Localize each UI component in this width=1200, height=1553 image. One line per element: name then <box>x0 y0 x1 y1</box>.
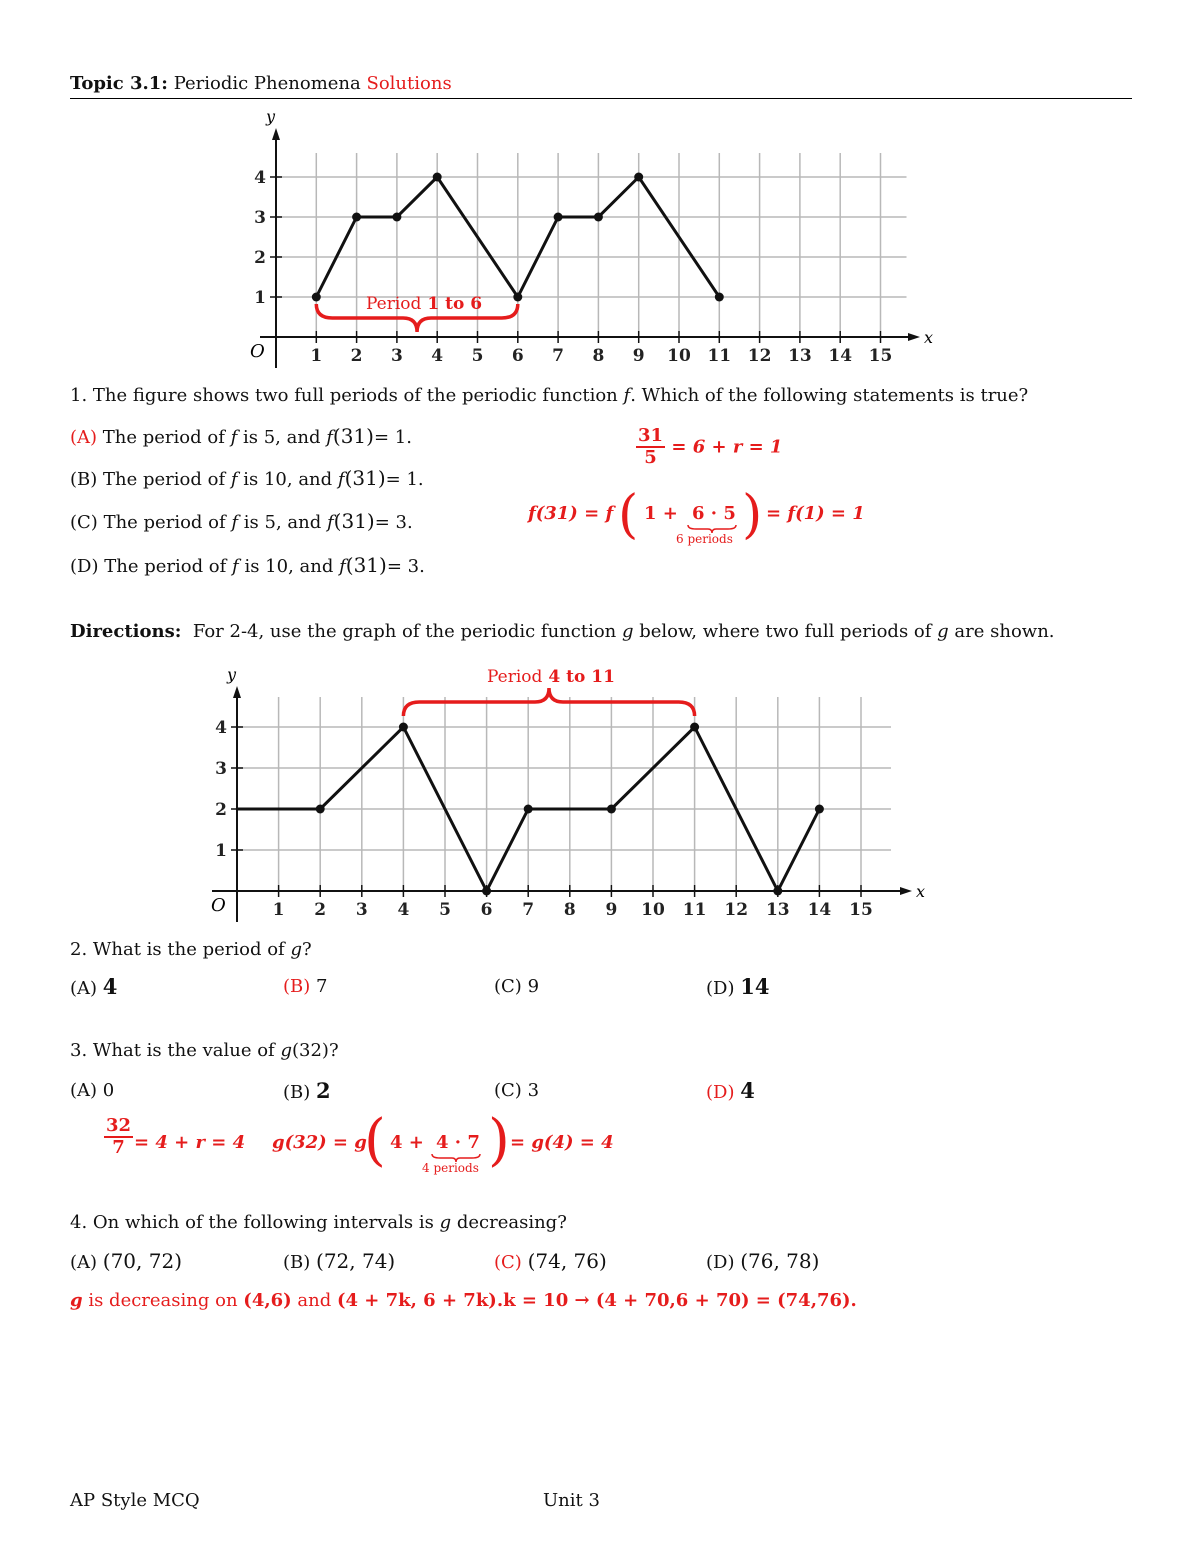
data-point <box>715 293 724 302</box>
y-tick-label: 2 <box>215 800 227 820</box>
topic-name: Periodic Phenomena <box>173 73 361 94</box>
option-letter: (B) <box>70 469 98 490</box>
solutions-label: Solutions <box>366 73 452 94</box>
graph-f-brace-label: Period 1 to 6 <box>366 294 483 314</box>
graph-f-x-axis-label: x <box>924 328 934 347</box>
option-value: 2 <box>316 1078 331 1103</box>
option-letter: (A) <box>70 427 98 448</box>
q4-stem: 4. On which of the following intervals is g decreasing? <box>70 1212 567 1233</box>
y-tick-label: 2 <box>254 248 266 268</box>
option-letter: (D) <box>706 1252 735 1273</box>
data-point <box>594 213 603 222</box>
x-tick-label: 1 <box>310 346 323 366</box>
option-letter: (C) <box>70 512 98 533</box>
x-tick-label: 11 <box>707 346 732 366</box>
x-tick-label: 5 <box>471 346 484 366</box>
option-value: 4 <box>740 1078 755 1103</box>
data-point <box>316 805 325 814</box>
y-axis-arrow <box>272 128 280 140</box>
option-value: (74, 76) <box>527 1249 607 1273</box>
x-tick-label: 10 <box>667 346 691 366</box>
data-point <box>524 805 533 814</box>
x-tick-label: 4 <box>431 346 444 366</box>
option-value: (70, 72) <box>102 1249 182 1273</box>
x-tick-label: 4 <box>397 900 410 920</box>
y-axis-arrow <box>233 686 241 698</box>
q2-option-a <box>70 976 117 1000</box>
q4-option-c <box>494 1250 607 1274</box>
x-tick-label: 14 <box>828 346 853 366</box>
q4-solution: g is decreasing on (4,6) and (4 + 7k, 6 + 7k).k = 10 → (4 + 70,6 + 70) = (74,76). <box>70 1290 857 1311</box>
q3-work: $\frac{32}{7}$ = 4 + r = 4 g(32) = g ( 4 + 4 · 7 4 periods ) = g(4) = 4 <box>106 1108 614 1175</box>
q1-work-fraction: $\frac{31}{5}$ = 6 + r = 1 <box>638 425 783 468</box>
topic-label: Topic 3.1: <box>70 73 168 94</box>
graph-g <box>200 660 930 930</box>
function-f: f <box>623 385 631 406</box>
graph-g-y-axis-label: y <box>227 665 237 684</box>
q2-option-b <box>283 976 327 998</box>
x-tick-label: 2 <box>314 900 327 920</box>
x-tick-label: 8 <box>592 346 605 366</box>
x-tick-label: 14 <box>807 900 832 920</box>
q4-option-a <box>70 1250 182 1274</box>
option-letter: (C) <box>494 1080 522 1101</box>
q4-option-d <box>706 1250 819 1274</box>
q1-option-b: (B) The period of f is 10, and f(31)= 1. <box>70 466 424 490</box>
graph-f-axes <box>260 128 920 368</box>
data-point <box>433 173 442 182</box>
option-value: 3 <box>527 1080 540 1101</box>
option-value: (76, 78) <box>740 1249 820 1273</box>
page-header <box>70 73 452 95</box>
q2-option-c <box>494 976 539 998</box>
option-letter: (A) <box>70 978 98 999</box>
option-letter: (A) <box>70 1080 98 1101</box>
data-point <box>554 213 563 222</box>
data-point <box>815 805 824 814</box>
q2-option-d <box>706 976 769 1000</box>
y-tick-label: 1 <box>215 841 227 861</box>
data-point <box>607 805 616 814</box>
option-value: 4 <box>102 974 118 999</box>
option-letter: (B) <box>283 976 311 997</box>
q3-option-c <box>494 1080 539 1102</box>
q1-option-c: (C) The period of f is 5, and f(31)= 3. <box>70 509 413 533</box>
option-value: 7 <box>316 976 328 997</box>
q3-option-d <box>706 1080 755 1104</box>
data-point <box>312 293 321 302</box>
q1-option-d: (D) The period of f is 10, and f(31)= 3. <box>70 553 425 577</box>
x-tick-label: 6 <box>511 346 524 366</box>
graph-f-origin-label: O <box>250 341 265 362</box>
y-tick-label: 1 <box>254 288 266 308</box>
footer-center: Unit 3 <box>543 1490 600 1511</box>
x-tick-label: 1 <box>272 900 285 920</box>
x-tick-label: 5 <box>439 900 451 920</box>
x-tick-label: 3 <box>390 346 403 366</box>
q4-option-b <box>283 1250 395 1274</box>
x-tick-label: 7 <box>552 346 565 366</box>
data-point <box>773 887 782 896</box>
x-tick-label: 2 <box>350 346 363 366</box>
graph-g-brace-label: Period 4 to 11 <box>487 667 615 687</box>
option-letter: (C) <box>494 1252 522 1273</box>
x-axis-arrow <box>908 333 920 341</box>
x-tick-label: 6 <box>480 900 493 920</box>
q3-option-a <box>70 1080 114 1102</box>
graph-g-axes <box>212 686 912 922</box>
q3-option-b <box>283 1080 331 1104</box>
x-tick-label: 11 <box>682 900 707 920</box>
y-tick-label: 4 <box>215 718 227 738</box>
x-tick-label: 12 <box>724 900 749 920</box>
x-tick-label: 15 <box>849 900 873 920</box>
option-letter: (D) <box>706 978 735 999</box>
data-point <box>482 887 491 896</box>
header-rule <box>70 98 1132 99</box>
option-letter: (D) <box>70 556 99 577</box>
option-value: 0 <box>102 1080 115 1101</box>
x-tick-label: 9 <box>632 346 645 366</box>
option-value: 9 <box>527 976 540 997</box>
data-point <box>690 723 699 732</box>
x-tick-label: 7 <box>522 900 535 920</box>
graph-g-grid <box>237 697 891 885</box>
x-axis-arrow <box>900 887 912 895</box>
x-tick-label: 8 <box>563 900 576 920</box>
y-tick-label: 4 <box>254 168 266 188</box>
y-tick-label: 3 <box>254 208 266 228</box>
graph-f <box>230 110 950 370</box>
data-point <box>352 213 361 222</box>
q2-stem: 2. What is the period of g? <box>70 939 312 960</box>
x-tick-label: 10 <box>641 900 665 920</box>
directions-label: Directions: <box>70 621 182 642</box>
x-tick-label: 13 <box>788 346 812 366</box>
x-tick-label: 15 <box>868 346 893 366</box>
data-point <box>634 173 643 182</box>
q1-stem: 1. The figure shows two full periods of the periodic function f. Which of the following statements is true? <box>70 385 1029 406</box>
option-letter: (A) <box>70 1252 98 1273</box>
q1-option-a: (A) The period of f is 5, and f(31)= 1. <box>70 424 412 448</box>
period-brace <box>403 688 694 716</box>
x-tick-label: 3 <box>355 900 368 920</box>
x-tick-label: 9 <box>605 900 618 920</box>
graph-g-origin-label: O <box>211 895 226 916</box>
graph-g-x-axis-label: x <box>916 882 926 901</box>
data-point <box>392 213 401 222</box>
graph-f-y-axis-label: y <box>266 110 276 126</box>
option-letter: (B) <box>283 1252 311 1273</box>
y-tick-label: 3 <box>215 759 227 779</box>
option-letter: (C) <box>494 976 522 997</box>
data-point <box>513 293 522 302</box>
option-value: (72, 74) <box>316 1249 396 1273</box>
data-point <box>399 723 408 732</box>
option-letter: (D) <box>706 1082 735 1103</box>
option-letter: (B) <box>283 1082 311 1103</box>
option-value: 14 <box>740 974 770 999</box>
directions: Directions: For 2-4, use the graph of the periodic function g below, where two full periods of g are shown. <box>70 621 1055 642</box>
x-tick-label: 13 <box>765 900 790 920</box>
graph-g-period-brace <box>403 688 694 716</box>
x-tick-label: 12 <box>747 346 772 366</box>
footer-left: AP Style MCQ <box>70 1490 200 1511</box>
q3-stem: 3. What is the value of g(32)? <box>70 1040 339 1061</box>
